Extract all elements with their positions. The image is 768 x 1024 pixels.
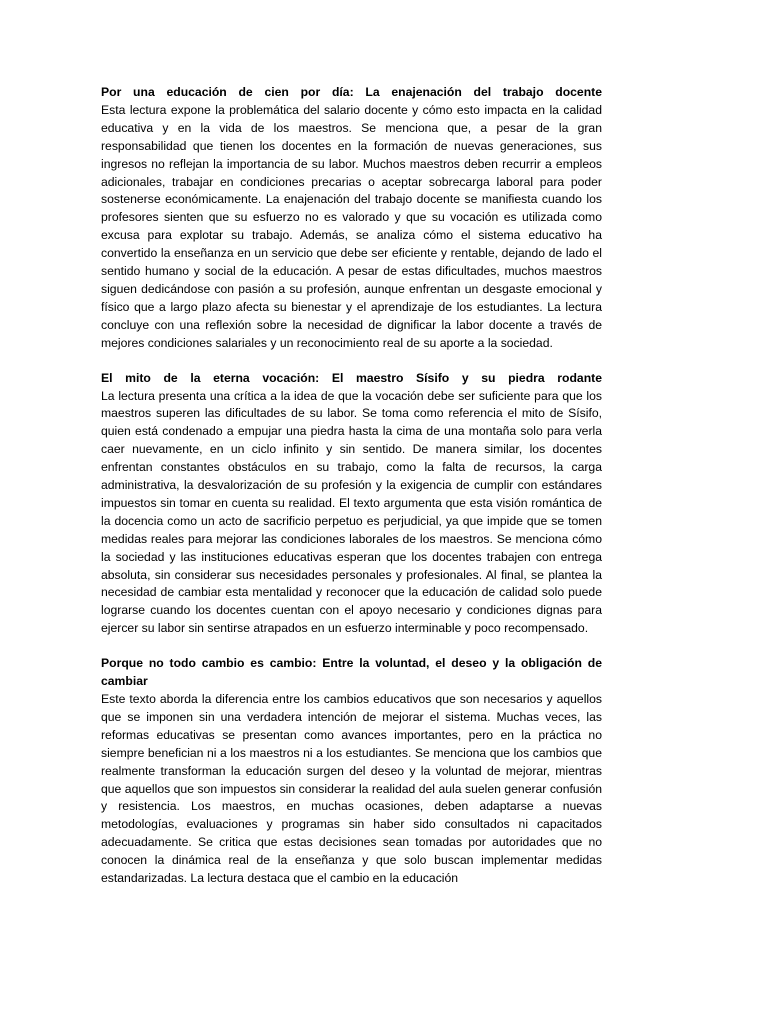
section-body: La lectura presenta una crítica a la idea de que la vocación debe ser suficiente para que los maestros superen las dificultades de su labor. Se toma como referencia el mito de Sísifo, quien está condenado a empujar una piedra hasta la cima de una montaña solo para verla caer nuevamente, en un ciclo infinito y sin sentido. De manera similar, los docentes enfrentan constantes obstáculos en su trabajo, como la falta de recursos, la carga administrativa, la desvalorización de su profesión y la exigencia de cumplir con estándares impuestos sin tomar en cuenta su realidad. El texto argumenta que esta visión romántica de la docencia como un acto de sacrificio perpetuo es perjudicial, ya que impide que se tomen medidas reales para mejorar las condiciones laborales de los maestros. Se menciona cómo la sociedad y las instituciones educativas esperan que los docentes trabajen con entrega absoluta, sin considerar sus necesidades personales y profesionales. Al final, se plantea la necesidad de cambiar esta mentalidad y reconocer que la educación de calidad solo puede lograrse cuando los docentes cuentan con el apoyo necesario y condiciones dignas para ejercer su labor sin sentirse atrapados en un esfuerzo interminable y poco recompensado. bbox=[101, 388, 602, 636]
section-heading: Por una educación de cien por día: La enajenación del trabajo docente bbox=[101, 85, 602, 99]
document-page bbox=[101, 84, 602, 905]
section-cambio bbox=[101, 655, 602, 888]
section-salario-docente bbox=[101, 84, 602, 353]
section-body: Esta lectura expone la problemática del salario docente y cómo esto impacta en la calidad educativa y en la vida de los maestros. Se menciona que, a pesar de la gran responsabilidad que tienen los docentes en la formación de nuevas generaciones, sus ingresos no reflejan la importancia de su labor. Muchos maestros deben recurrir a empleos adicionales, trabajar en condiciones precarias o aceptar sobrecarga laboral para poder sostenerse económicamente. La enajenación del trabajo docente se manifiesta cuando los profesores sienten que su esfuerzo no es valorado y que su vocación es utilizada como excusa para explotar su trabajo. Además, se analiza cómo el sistema educativo ha convertido la enseñanza en un servicio que debe ser eficiente y rentable, dejando de lado el sentido humano y social de la educación. A pesar de estas dificultades, muchos maestros siguen dedicándose con pasión a su profesión, aunque enfrentan un desgaste emocional y físico que a largo plazo afecta su bienestar y el aprendizaje de los estudiantes. La lectura concluye con una reflexión sobre la necesidad de dignificar la labor docente a través de mejores condiciones salariales y un reconocimiento real de su aporte a la sociedad. bbox=[101, 102, 602, 350]
section-heading: Porque no todo cambio es cambio: Entre la voluntad, el deseo y la obligación de cambiar bbox=[101, 656, 602, 689]
section-mito-vocacion bbox=[101, 370, 602, 639]
section-heading: El mito de la eterna vocación: El maestro Sísifo y su piedra rodante bbox=[101, 370, 602, 385]
section-body: Este texto aborda la diferencia entre los cambios educativos que son necesarios y aquellos que se imponen sin una verdadera intención de mejorar el sistema. Muchas veces, las reformas educativas se presentan como avances importantes, pero en la práctica no siempre benefician ni a los maestros ni a los estudiantes. Se menciona que los cambios que realmente transforman la educación surgen del deseo y la voluntad de mejorar, mientras que aquellos que son impuestos sin considerar la realidad del aula suelen generar confusión y resistencia. Los maestros, en muchas ocasiones, deben adaptarse a nuevas metodologías, evaluaciones y programas sin haber sido consultados ni capacitados adecuadamente. Se critica que estas decisiones sean tomadas por autoridades que no conocen la dinámica real de la enseñanza y que solo buscan implementar medidas estandarizadas. La lectura destaca que el cambio en la educación bbox=[101, 692, 602, 886]
